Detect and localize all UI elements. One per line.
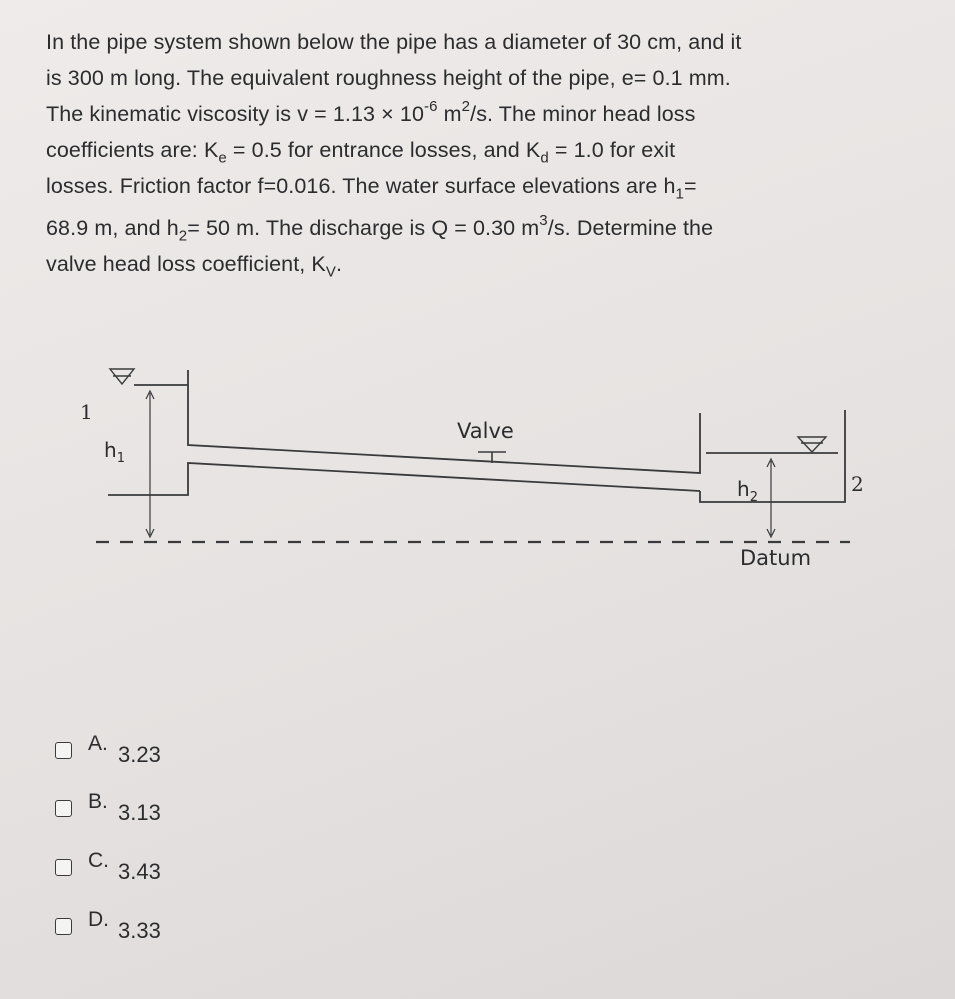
option-c[interactable]: [55, 849, 375, 889]
question-line: The kinematic viscosity is $v = 1.13 \times 10^{-6}$ $m^2/s$. The minor head loss: [46, 97, 696, 126]
option-letter: A.: [88, 732, 108, 755]
option-d[interactable]: [55, 908, 375, 948]
reservoir-1-wall: [188, 370, 700, 473]
option-value: 3.33: [118, 918, 161, 943]
option-b[interactable]: [55, 790, 375, 830]
option-letter: C.: [88, 849, 109, 872]
question-line: coefficients are: $K_e = 0.5$ for entrance losses, and $K_d = 1.0$ for exit: [46, 138, 676, 167]
question-line: In the pipe system shown below the pipe has a diameter of 30 cm, and it: [46, 30, 742, 54]
checkbox-a[interactable]: [55, 742, 72, 759]
h1-dimension-arrow: [146, 391, 154, 537]
h2-label: $h_2$: [737, 477, 758, 505]
option-value: 3.43: [118, 859, 161, 884]
reservoir-2-label: 2: [851, 472, 864, 496]
reservoir-2-tank: [700, 410, 845, 502]
checkbox-c[interactable]: [55, 859, 72, 876]
option-letter: B.: [88, 790, 108, 813]
datum-label: Datum: [740, 546, 812, 570]
question-line: valve head loss coefficient, $K_V$.: [46, 252, 343, 281]
option-letter: D.: [88, 908, 109, 931]
h2-dimension-arrow: [767, 459, 775, 537]
question-line: 68.9 m, and $h_2= 50$ m. The discharge is Q = 0.30 $m^3/s$. Determine the: [46, 211, 714, 245]
question-line: is 300 m long. The equivalent roughness height of the pipe, e= 0.1 mm.: [46, 66, 731, 90]
option-value: 3.13: [118, 800, 161, 825]
water-level-2-marker: [798, 437, 826, 452]
checkbox-b[interactable]: [55, 800, 72, 817]
question-line: losses. Friction factor f=0.016. The water surface elevations are $h_1=$: [46, 174, 697, 203]
option-value: 3.23: [118, 742, 161, 767]
water-level-1-marker: [110, 369, 134, 384]
checkbox-d[interactable]: [55, 918, 72, 935]
h1-label: $h_1$: [104, 438, 125, 466]
option-a[interactable]: [55, 732, 375, 772]
reservoir-1-label: 1: [80, 400, 93, 424]
valve-label: Valve: [457, 419, 514, 443]
